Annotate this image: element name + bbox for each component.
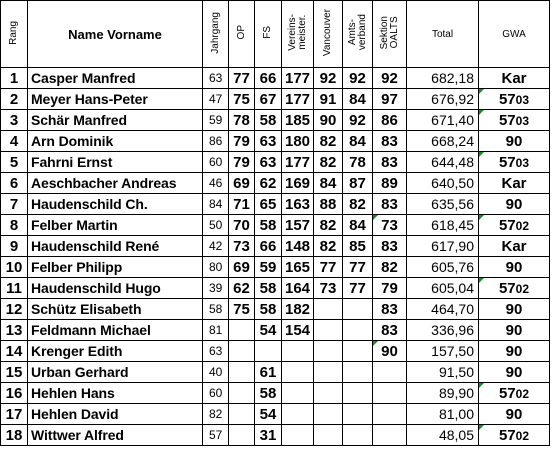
jahrgang-cell: 59 [203, 110, 229, 131]
name-cell: Haudenschild René [28, 236, 203, 257]
op-cell: 79 [229, 152, 255, 173]
vancouver-cell: 84 [314, 173, 343, 194]
table-row [1, 89, 550, 110]
gwa-sub: 03 [515, 92, 530, 107]
table-row [1, 131, 550, 152]
gwa-cell [479, 299, 550, 320]
gwa-main: 90 [505, 132, 523, 150]
rank-cell: 7 [1, 194, 28, 215]
gwa-main: 90 [505, 342, 523, 360]
rank-cell: 5 [1, 152, 28, 173]
gwa-cell [479, 131, 550, 152]
gwa-cell [479, 341, 550, 362]
total-cell: 640,50 [407, 173, 479, 194]
amt-cell: 77 [343, 278, 373, 299]
jahrgang-cell: 42 [203, 236, 229, 257]
rank-cell: 16 [1, 383, 28, 404]
op-cell [229, 425, 255, 446]
gwa-main: 57 [498, 384, 516, 402]
gwa-sub: 02 [515, 281, 530, 296]
amt-cell: 87 [343, 173, 373, 194]
verein-cell: 185 [282, 110, 314, 131]
verein-cell: 157 [282, 215, 314, 236]
vancouver-cell: 92 [314, 68, 343, 89]
col-jahrgang: Jahrgang [203, 1, 229, 68]
sektion-cell: 79 [373, 278, 407, 299]
verein-cell [282, 383, 314, 404]
jahrgang-cell: 46 [203, 173, 229, 194]
gwa-main: 57 [498, 90, 516, 108]
fs-cell: 61 [255, 362, 282, 383]
sektion-cell: 92 [373, 68, 407, 89]
total-cell: 618,45 [407, 215, 479, 236]
amt-cell: 84 [343, 89, 373, 110]
gwa-main: Kar [501, 69, 527, 87]
amt-cell: 92 [343, 68, 373, 89]
sektion-cell: 83 [373, 299, 407, 320]
sektion-cell: 86 [373, 110, 407, 131]
table-row [1, 404, 550, 425]
total-cell: 89,90 [407, 383, 479, 404]
jahrgang-cell: 86 [203, 131, 229, 152]
rank-cell: 18 [1, 425, 28, 446]
jahrgang-cell: 84 [203, 194, 229, 215]
gwa-main: 57 [498, 216, 516, 234]
total-cell: 605,04 [407, 278, 479, 299]
name-cell: Wittwer Alfred [28, 425, 203, 446]
sektion-cell: 83 [373, 131, 407, 152]
name-cell: Fahrni Ernst [28, 152, 203, 173]
jahrgang-cell: 58 [203, 299, 229, 320]
sektion-cell [373, 383, 407, 404]
amt-cell [343, 383, 373, 404]
fs-cell: 62 [255, 173, 282, 194]
total-cell: 157,50 [407, 341, 479, 362]
table-row [1, 194, 550, 215]
amt-cell [343, 299, 373, 320]
gwa-cell [479, 362, 550, 383]
rank-cell: 13 [1, 320, 28, 341]
sektion-cell [373, 425, 407, 446]
fs-cell: 67 [255, 89, 282, 110]
table-row [1, 362, 550, 383]
sektion-cell: 73 [373, 215, 407, 236]
fs-cell: 58 [255, 383, 282, 404]
jahrgang-cell: 40 [203, 362, 229, 383]
op-cell: 75 [229, 299, 255, 320]
sektion-cell: 89 [373, 173, 407, 194]
col-gwa: GWA [479, 1, 550, 68]
name-cell: Haudenschild Hugo [28, 278, 203, 299]
gwa-cell [479, 194, 550, 215]
table-row [1, 257, 550, 278]
op-cell: 69 [229, 173, 255, 194]
total-cell: 676,92 [407, 89, 479, 110]
fs-cell: 65 [255, 194, 282, 215]
gwa-main: 90 [505, 300, 523, 318]
fs-cell: 66 [255, 236, 282, 257]
gwa-sub: 02 [515, 386, 530, 401]
sektion-cell [373, 404, 407, 425]
vancouver-cell: 88 [314, 194, 343, 215]
jahrgang-cell: 39 [203, 278, 229, 299]
verein-cell: 177 [282, 89, 314, 110]
table-row [1, 152, 550, 173]
gwa-main: 90 [505, 321, 523, 339]
name-cell: Schär Manfred [28, 110, 203, 131]
amt-cell: 82 [343, 194, 373, 215]
verein-cell [282, 425, 314, 446]
jahrgang-cell: 63 [203, 341, 229, 362]
vancouver-cell: 73 [314, 278, 343, 299]
col-vancouver: Vancouver [314, 1, 343, 68]
gwa-cell [479, 152, 550, 173]
vancouver-cell [314, 362, 343, 383]
vancouver-cell: 82 [314, 215, 343, 236]
fs-cell: 58 [255, 278, 282, 299]
op-cell: 62 [229, 278, 255, 299]
sektion-cell: 83 [373, 320, 407, 341]
sektion-cell: 82 [373, 257, 407, 278]
rank-cell: 2 [1, 89, 28, 110]
fs-cell: 54 [255, 404, 282, 425]
table-row [1, 110, 550, 131]
verein-cell: 165 [282, 257, 314, 278]
col-fs: FS [255, 1, 282, 68]
total-cell: 605,76 [407, 257, 479, 278]
table-row [1, 173, 550, 194]
total-cell: 336,96 [407, 320, 479, 341]
jahrgang-cell: 60 [203, 383, 229, 404]
verein-cell: 182 [282, 299, 314, 320]
amt-cell: 77 [343, 257, 373, 278]
verein-cell: 164 [282, 278, 314, 299]
gwa-cell [479, 89, 550, 110]
name-cell: Hehlen David [28, 404, 203, 425]
jahrgang-cell: 50 [203, 215, 229, 236]
fs-cell: 59 [255, 257, 282, 278]
fs-cell: 54 [255, 320, 282, 341]
verein-cell: 177 [282, 152, 314, 173]
op-cell: 75 [229, 89, 255, 110]
table-row [1, 278, 550, 299]
sektion-cell: 90 [373, 341, 407, 362]
op-cell: 78 [229, 110, 255, 131]
total-cell: 682,18 [407, 68, 479, 89]
rank-cell: 10 [1, 257, 28, 278]
vancouver-cell: 91 [314, 89, 343, 110]
vancouver-cell: 82 [314, 236, 343, 257]
col-amt: Amts- verband [343, 1, 373, 68]
sektion-cell: 83 [373, 236, 407, 257]
gwa-cell [479, 215, 550, 236]
gwa-cell [479, 278, 550, 299]
gwa-sub: 02 [515, 218, 530, 233]
table-row [1, 320, 550, 341]
amt-cell [343, 425, 373, 446]
fs-cell: 31 [255, 425, 282, 446]
op-cell [229, 404, 255, 425]
gwa-cell [479, 383, 550, 404]
col-name: Name Vorname [28, 1, 203, 68]
vancouver-cell [314, 320, 343, 341]
table-row [1, 236, 550, 257]
gwa-main: 90 [505, 363, 523, 381]
vancouver-cell [314, 341, 343, 362]
total-cell: 91,50 [407, 362, 479, 383]
gwa-cell [479, 320, 550, 341]
rank-cell: 15 [1, 362, 28, 383]
name-cell: Felber Martin [28, 215, 203, 236]
col-total: Total [407, 1, 479, 68]
vancouver-cell [314, 404, 343, 425]
amt-cell: 78 [343, 152, 373, 173]
table-row [1, 341, 550, 362]
rank-cell: 11 [1, 278, 28, 299]
jahrgang-cell: 60 [203, 152, 229, 173]
total-cell: 671,40 [407, 110, 479, 131]
col-op: OP [229, 1, 255, 68]
total-cell: 48,05 [407, 425, 479, 446]
jahrgang-cell: 57 [203, 425, 229, 446]
col-rang: Rang [1, 1, 28, 68]
total-cell: 464,70 [407, 299, 479, 320]
amt-cell [343, 362, 373, 383]
sektion-cell: 83 [373, 194, 407, 215]
verein-cell: 163 [282, 194, 314, 215]
vancouver-cell: 82 [314, 131, 343, 152]
name-cell: Schütz Elisabeth [28, 299, 203, 320]
fs-cell: 63 [255, 131, 282, 152]
rank-cell: 14 [1, 341, 28, 362]
gwa-cell [479, 425, 550, 446]
verein-cell: 169 [282, 173, 314, 194]
fs-cell [255, 341, 282, 362]
gwa-main: 57 [498, 426, 516, 444]
gwa-cell [479, 110, 550, 131]
name-cell: Aeschbacher Andreas [28, 173, 203, 194]
jahrgang-cell: 81 [203, 320, 229, 341]
vancouver-cell: 82 [314, 152, 343, 173]
table-row [1, 383, 550, 404]
amt-cell [343, 320, 373, 341]
amt-cell [343, 341, 373, 362]
amt-cell: 85 [343, 236, 373, 257]
verein-cell [282, 341, 314, 362]
verein-cell: 177 [282, 68, 314, 89]
vancouver-cell: 90 [314, 110, 343, 131]
table-row [1, 68, 550, 89]
op-cell [229, 383, 255, 404]
name-cell: Haudenschild Ch. [28, 194, 203, 215]
vancouver-cell [314, 383, 343, 404]
vancouver-cell [314, 425, 343, 446]
gwa-main: 90 [505, 195, 523, 213]
name-cell: Meyer Hans-Peter [28, 89, 203, 110]
rank-cell: 8 [1, 215, 28, 236]
total-cell: 644,48 [407, 152, 479, 173]
verein-cell [282, 362, 314, 383]
total-cell: 668,24 [407, 131, 479, 152]
gwa-main: 90 [505, 405, 523, 423]
jahrgang-cell: 47 [203, 89, 229, 110]
rank-cell: 4 [1, 131, 28, 152]
fs-cell: 63 [255, 152, 282, 173]
gwa-cell [479, 68, 550, 89]
jahrgang-cell: 80 [203, 257, 229, 278]
op-cell: 73 [229, 236, 255, 257]
sektion-cell: 83 [373, 152, 407, 173]
name-cell: Urban Gerhard [28, 362, 203, 383]
gwa-sub: 03 [515, 113, 530, 128]
rank-cell: 3 [1, 110, 28, 131]
name-cell: Feldmann Michael [28, 320, 203, 341]
gwa-main: 57 [498, 153, 516, 171]
name-cell: Felber Philipp [28, 257, 203, 278]
op-cell [229, 320, 255, 341]
total-cell: 617,90 [407, 236, 479, 257]
op-cell: 69 [229, 257, 255, 278]
name-cell: Hehlen Hans [28, 383, 203, 404]
vancouver-cell: 77 [314, 257, 343, 278]
op-cell: 77 [229, 68, 255, 89]
gwa-cell [479, 236, 550, 257]
name-cell: Casper Manfred [28, 68, 203, 89]
jahrgang-cell: 63 [203, 68, 229, 89]
vancouver-cell [314, 299, 343, 320]
fs-cell: 58 [255, 299, 282, 320]
verein-cell: 154 [282, 320, 314, 341]
op-cell [229, 341, 255, 362]
amt-cell: 84 [343, 131, 373, 152]
amt-cell [343, 404, 373, 425]
rank-cell: 9 [1, 236, 28, 257]
name-cell: Arn Dominik [28, 131, 203, 152]
table-row [1, 299, 550, 320]
amt-cell: 92 [343, 110, 373, 131]
op-cell: 70 [229, 215, 255, 236]
fs-cell: 58 [255, 215, 282, 236]
table-row [1, 215, 550, 236]
rank-cell: 1 [1, 68, 28, 89]
total-cell: 81,00 [407, 404, 479, 425]
rank-cell: 17 [1, 404, 28, 425]
verein-cell: 180 [282, 131, 314, 152]
gwa-sub: 02 [515, 428, 530, 443]
op-cell: 79 [229, 131, 255, 152]
op-cell: 71 [229, 194, 255, 215]
fs-cell: 66 [255, 68, 282, 89]
gwa-cell [479, 404, 550, 425]
gwa-main: Kar [501, 237, 527, 255]
jahrgang-cell: 82 [203, 404, 229, 425]
gwa-main: 57 [498, 111, 516, 129]
verein-cell [282, 404, 314, 425]
verein-cell: 148 [282, 236, 314, 257]
op-cell [229, 362, 255, 383]
rank-cell: 12 [1, 299, 28, 320]
gwa-main: 90 [505, 258, 523, 276]
col-sektion: Sektion OALTS [373, 1, 407, 68]
col-verein: Vereins- meister. [282, 1, 314, 68]
gwa-cell [479, 257, 550, 278]
name-cell: Krenger Edith [28, 341, 203, 362]
gwa-main: Kar [501, 174, 527, 192]
sektion-cell [373, 362, 407, 383]
gwa-sub: 03 [515, 155, 530, 170]
total-cell: 635,56 [407, 194, 479, 215]
amt-cell: 84 [343, 215, 373, 236]
header-row [1, 1, 550, 68]
table-row [1, 425, 550, 446]
fs-cell: 58 [255, 110, 282, 131]
gwa-cell [479, 173, 550, 194]
rank-cell: 6 [1, 173, 28, 194]
sektion-cell: 97 [373, 89, 407, 110]
gwa-main: 57 [498, 279, 516, 297]
